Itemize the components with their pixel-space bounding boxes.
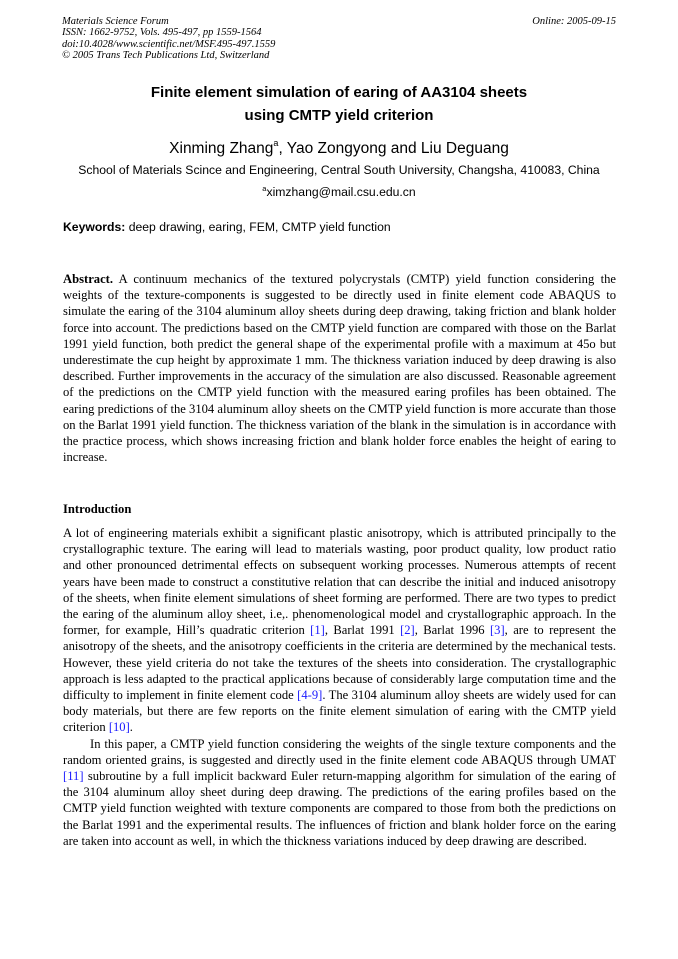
intro-paragraph-2 [63, 736, 616, 849]
citation-link[interactable]: [3] [489, 623, 505, 638]
text-run: , Barlat 1991 [324, 623, 401, 638]
intro-paragraph-1 [63, 525, 616, 736]
text-run: . The 3104 aluminum alloy sheets are widely used for can body materials, but there are few reports on the finite element simulation of earing with the CMTP yield criterion [63, 688, 616, 735]
email-mark: a [262, 184, 267, 193]
text-run: In this paper, a CMTP yield function considering the weights of the single texture components and the random oriented grains, is suggested and directly used in the finite element code ABAQUS through UMAT [63, 736, 616, 767]
text-run: , are to represent the anisotropy of the sheets, and the anisotropy coefficients in the criteria are determined by the mechanical tests. However, these yield criteria do not take the textures of the sheets into consideration. The crystallographic approach is less adapted to the practical applications because of considerably large computation time and the difficulty to implement in finite element code [63, 623, 617, 703]
citation-link[interactable]: [11] [63, 769, 84, 784]
abstract [63, 271, 616, 465]
citation-link[interactable]: [2] [400, 623, 415, 638]
title-line-1: Finite element simulation of earing of AA3104 sheets [150, 84, 528, 101]
email-address[interactable]: ximzhang@mail.csu.edu.cn [266, 185, 416, 199]
paper-title [62, 81, 616, 127]
doi-line[interactable]: doi:10.4028/www.scientific.net/MSF.495-497.1559 [62, 38, 276, 50]
author-affiliation-mark: a [273, 138, 279, 148]
email-line [62, 184, 616, 199]
journal-header [62, 16, 616, 62]
abstract-label: Abstract. [63, 272, 114, 286]
section-heading-introduction: Introduction [63, 502, 132, 516]
keywords-label: Keywords: [63, 220, 126, 234]
keywords-text: deep drawing, earing, FEM, CMTP yield function [125, 220, 391, 234]
text-run: subroutine by a full implicit backward Euler return-mapping algorithm for simulation of the earing of the 3104 aluminum alloy sheet during deep drawing. The predictions of the earing profiles based on the CMTP yield function weighted with texture components are compared to those from both the predictions on the Barlat 1991 and the experimental results. The influences of friction and blank holder force on the earing are taken into account as well, in which the thickness variations induced by deep drawing are described. [63, 769, 616, 848]
citation-link[interactable]: [4-9] [297, 688, 323, 703]
citation-link[interactable]: [1] [310, 623, 325, 638]
keywords [63, 220, 617, 234]
introduction-body [63, 525, 616, 849]
author-first: Xinming Zhang [169, 140, 274, 157]
journal-name: Materials Science Forum [62, 16, 169, 27]
title-line-2: using CMTP yield criterion [244, 107, 434, 124]
abstract-text: A continuum mechanics of the textured polycrystals (CMTP) yield function considering the weights of the texture-components is suggested to be directly used in finite element code ABAQUS to simulate the earing of the 3104 aluminum alloy sheets during deep drawing, taking friction and blank holder force into account. The predictions based on the CMTP yield function are compared with those on the Barlat 1991 yield function, both predict the general shape of the experimental profile with a maximum at 45o but underestimate the cup height by approximate 1 mm. The thickness variation induced by deep drawing is also described. Further improvements in the accuracy of the simulation are also discussed. Reasonable agreement of the predictions on the CMTP yield function with the measured earing profiles has been obtained. The earing predictions of the 3104 aluminum alloy sheets on the CMTP yield function is more accurate than those on the Barlat 1991 yield function. The thickness variation of the blank in the simulation is in accordance with the practice process, which shows increasing friction and blank holder force enables the height of earing to increase. [63, 272, 616, 465]
author-list [62, 138, 616, 158]
copyright-line: © 2005 Trans Tech Publications Ltd, Switzerland [62, 50, 270, 62]
affiliation: School of Materials Scince and Engineering, Central South University, Changsha, 410083, China [78, 163, 600, 177]
online-date: Online: 2005-09-15 [532, 16, 616, 27]
author-rest: , Yao Zongyong and Liu Deguang [278, 140, 509, 157]
issn-line: ISSN: 1662-9752, Vols. 495-497, pp 1559-1564 [62, 27, 262, 39]
text-run: , Barlat 1996 [414, 623, 490, 638]
text-run: A lot of engineering materials exhibit a significant plastic anisotropy, which is attributed principally to the crystallographic texture. The earing will lead to materials wasting, poor product quality, low product ratio and other pronounced detrimental effects on subsequent working processes. Numerous attempts of recent years have been made to construct a constitutive relation that can describe the initial and induced anisotropy of the sheets, when finite element simulations of sheet forming are performed. There are two types to predict the earing of the aluminum alloy sheet, i.e,. phenomenological model and crystallographic approach. In the former, for example, Hill’s quadratic criterion [63, 526, 616, 638]
citation-link[interactable]: [10] [108, 720, 130, 735]
text-run: . [129, 720, 133, 735]
